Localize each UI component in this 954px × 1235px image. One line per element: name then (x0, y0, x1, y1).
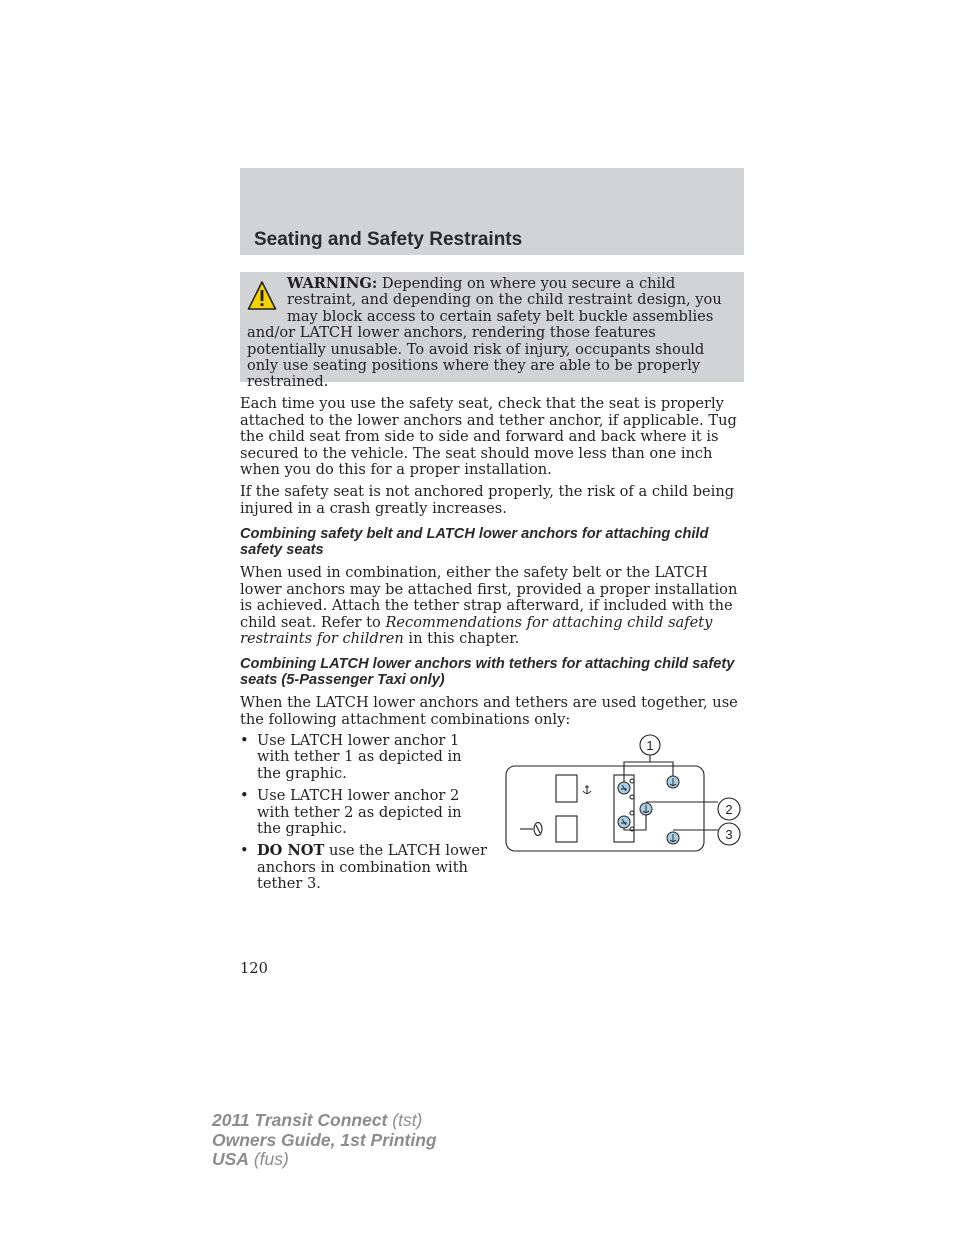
warning-triangle-icon (247, 280, 277, 312)
rear-seat-marker (630, 811, 634, 815)
bullet-text: Use LATCH lower anchor 1 with tether 1 as depicted in the graphic. (257, 732, 462, 782)
callout-2-label: 2 (725, 802, 733, 817)
warning-text: Depending on where you secure a child restraint, and depending on the child restraint design, you may block access to certain safety belt buckle assemblies and/or LATCH lower anchors, rendering those features potentially unusable. To avoid risk of injury, occupants should only use seating positions where they are able to be properly restrained. (247, 275, 722, 391)
front-seat-right (556, 816, 577, 842)
paragraph-combination-end: in this chapter. (403, 630, 520, 647)
paragraph-combination (240, 565, 744, 648)
footer-line-2: Owners Guide, 1st Printing (212, 1129, 437, 1150)
callout-3 (718, 823, 740, 845)
footer-market: USA (212, 1149, 249, 1169)
section-title: Seating and Safety Restraints (254, 229, 523, 250)
footer-line-1 (212, 1111, 437, 1131)
footer-market-code: (fus) (248, 1149, 289, 1169)
document-footer (212, 1111, 437, 1170)
bullet-text: use the LATCH lower anchors in combination with tether 3. (257, 842, 487, 893)
front-seat-left (556, 775, 577, 802)
bullet-marker: • (240, 842, 249, 860)
subhead-latch-tethers: Combining LATCH lower anchors with tethers for attaching child safety seats (5-Passenger Taxi only) (240, 656, 735, 689)
rear-seat-marker (630, 779, 634, 783)
cross-reference-title: Recommendations for attaching child safety restraints for children (240, 613, 713, 647)
bullet-marker: • (240, 787, 249, 805)
footer-model-code: (tst) (387, 1110, 423, 1130)
bullet-marker: • (240, 732, 249, 749)
list-item (240, 843, 490, 892)
rear-seat-marker (630, 795, 634, 799)
latch-anchor-diagram (503, 734, 745, 856)
list-item (240, 788, 490, 837)
list-item (240, 733, 490, 782)
subhead-safety-belt-latch: Combining safety belt and LATCH lower anchors for attaching child safety seats (240, 526, 709, 559)
bullet-emphasis: DO NOT (257, 842, 325, 860)
attachment-combination-list (240, 733, 490, 899)
front-tether-anchor-icon (583, 785, 591, 794)
section-header-band (240, 168, 744, 255)
bullet-text: Use LATCH lower anchor 2 with tether 2 as depicted in the graphic. (257, 787, 462, 838)
paragraph-combination-start: When used in combination, either the safety belt or the LATCH lower anchors may be attached first, provided a proper installation is achieved. Attach the tether strap afterward, if included with the child seat. Refer to (240, 564, 738, 631)
warning-label: WARNING: (287, 275, 378, 292)
callout-1-label: 1 (646, 738, 654, 753)
paragraph-risk: If the safety seat is not anchored properly, the risk of a child being injured in a crash greatly increases. (240, 483, 735, 517)
warning-box (240, 272, 744, 391)
callout-1 (640, 735, 660, 755)
callout-3-label: 3 (725, 827, 733, 842)
callout-2 (718, 798, 740, 820)
footer-model: 2011 Transit Connect (212, 1110, 388, 1130)
paragraph-check-seat: Each time you use the safety seat, check that the seat is properly attached to the lower anchors and tether anchor, if applicable. Tug the child seat from side to side and forward and back where it is secured to the vehicle. The seat should move less than one inch when you do this for a proper installation. (240, 395, 737, 478)
paragraph-latch-tethers: When the LATCH lower anchors and tethers are used together, use the following attachment combinations only: (240, 694, 738, 728)
footer-line-3 (212, 1150, 437, 1170)
page-number: 120 (240, 960, 268, 977)
